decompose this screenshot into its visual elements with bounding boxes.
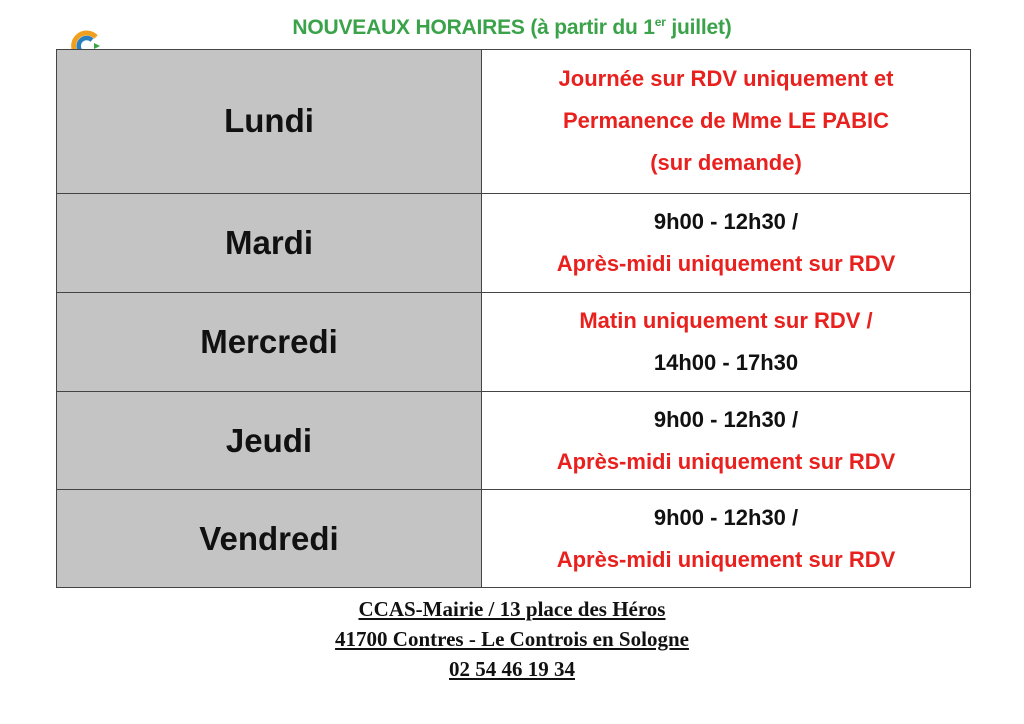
title-suffix: juillet) xyxy=(665,16,732,39)
hours-cell xyxy=(482,391,971,490)
footer-address: CCAS-Mairie / 13 place des Héros xyxy=(358,597,666,621)
hours-line: Après-midi uniquement sur RDV xyxy=(556,448,896,474)
hours-cell xyxy=(482,293,971,392)
hours-line: 9h00 - 12h30 / xyxy=(653,209,799,235)
day-cell: Jeudi xyxy=(57,391,482,490)
schedule-row xyxy=(57,391,971,490)
contact-footer xyxy=(0,594,1024,684)
schedule-table xyxy=(56,49,971,588)
hours-line: (sur demande) xyxy=(650,150,802,176)
hours-line: 14h00 - 17h30 xyxy=(653,350,799,376)
hours-cell xyxy=(482,193,971,293)
schedule-row xyxy=(57,293,971,392)
day-cell: Mardi xyxy=(57,193,482,293)
hours-line: Après-midi uniquement sur RDV xyxy=(556,546,896,572)
page-title xyxy=(0,16,1024,40)
hours-line: Après-midi uniquement sur RDV xyxy=(556,251,896,277)
hours-line: Journée sur RDV uniquement et xyxy=(558,66,894,92)
day-cell: Mercredi xyxy=(57,293,482,392)
schedule-row xyxy=(57,193,971,293)
hours-line: 9h00 - 12h30 / xyxy=(653,406,799,432)
schedule-row xyxy=(57,50,971,194)
footer-city: 41700 Contres - Le Controis en Sologne xyxy=(335,627,689,651)
hours-line: Matin uniquement sur RDV / xyxy=(579,308,873,334)
day-cell: Vendredi xyxy=(57,490,482,588)
footer-phone: 02 54 46 19 34 xyxy=(449,657,575,681)
schedule-row xyxy=(57,490,971,588)
title-text: NOUVEAUX HORAIRES (à partir du 1 xyxy=(292,16,655,39)
title-superscript: er xyxy=(654,15,666,29)
hours-line: Permanence de Mme LE PABIC xyxy=(562,108,890,134)
hours-line: 9h00 - 12h30 / xyxy=(653,504,799,530)
hours-cell xyxy=(482,50,971,194)
day-cell: Lundi xyxy=(57,50,482,194)
hours-cell xyxy=(482,490,971,588)
